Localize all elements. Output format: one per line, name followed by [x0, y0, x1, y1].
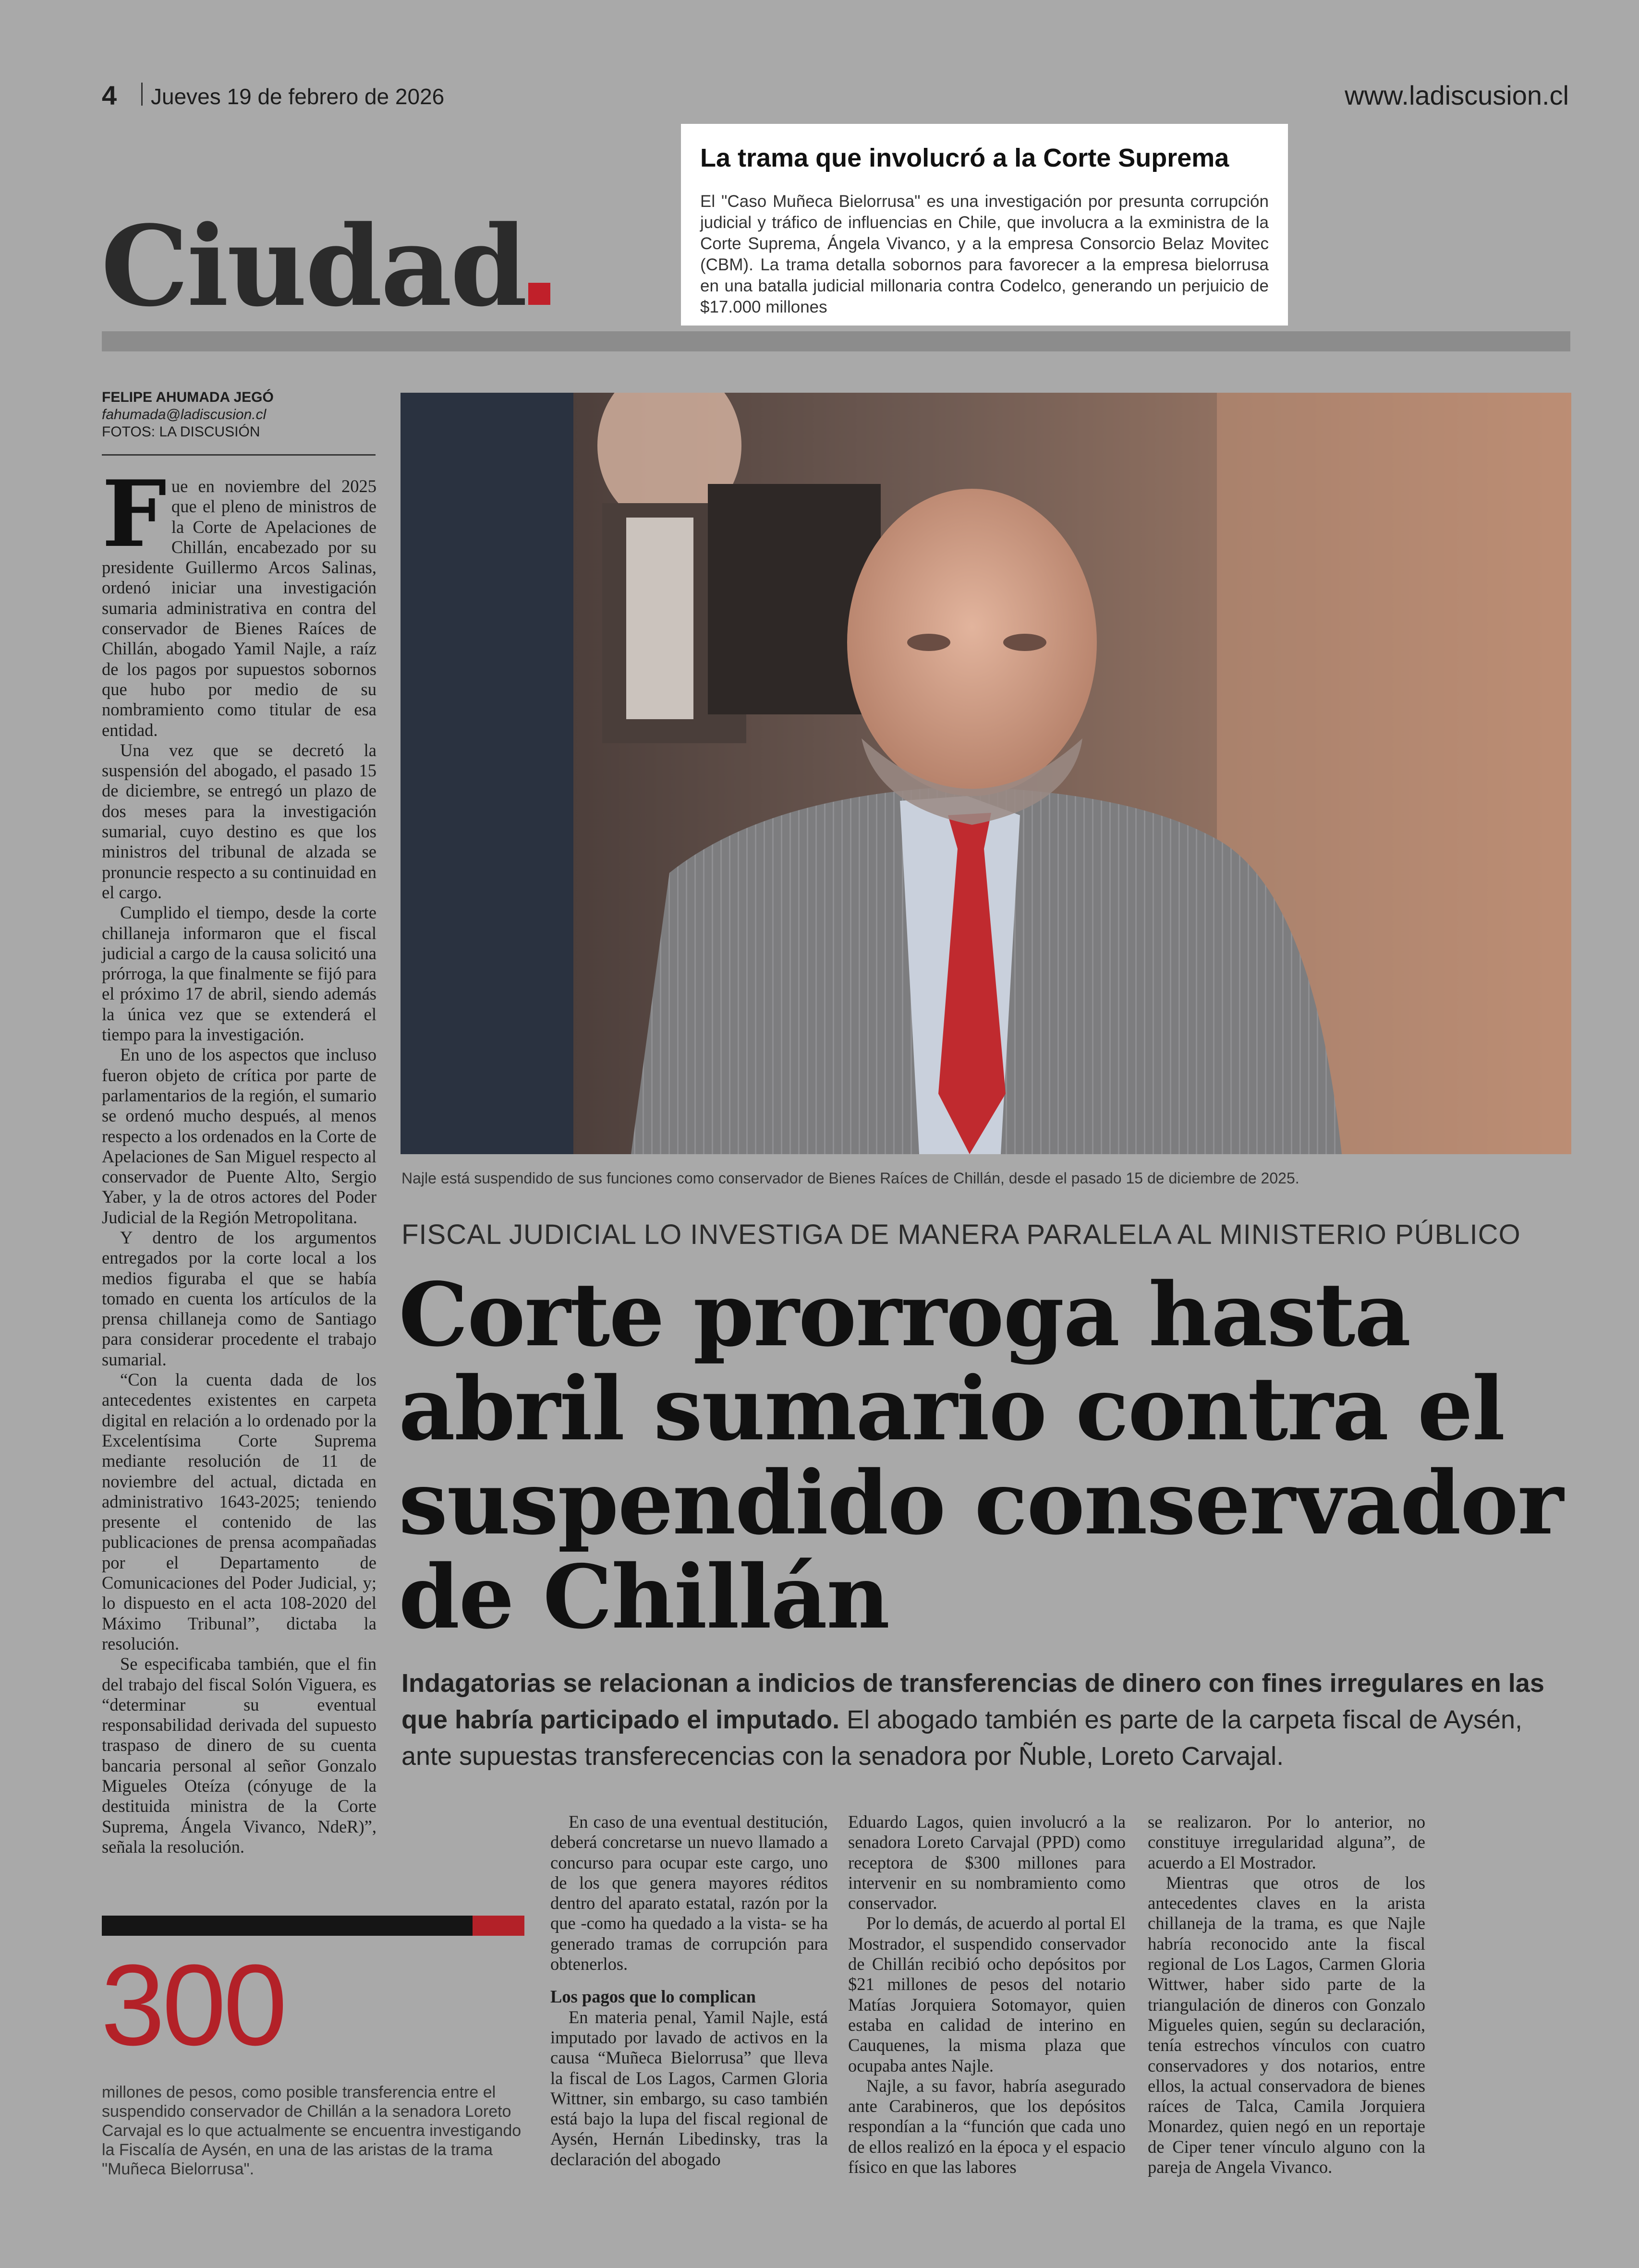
photo-caption: Najle está suspendido de sus funciones como conservador de Bienes Raíces de Chillán, desde el pasado 15 de diciembre de 2025.: [401, 1170, 1299, 1187]
body-column-2: [848, 1812, 1126, 2177]
body-paragraph: En caso de una eventual destitución, deberá concretarse un nuevo llamado a concurso para ocupar este cargo, uno de los que genera mayores réditos dentro del aparato estatal, razón por la que -como ha quedado a la vista- se ha generado tramas de corrupción para obtenerlos.: [550, 1812, 828, 1974]
article-photo: [401, 393, 1571, 1154]
article-deck: [401, 1665, 1573, 1774]
header-divider: [141, 83, 143, 106]
deck-lead: Indagatorias se relacionan a indicios de transferencias de dinero con fines irregulares en las que habría participado el imputado.: [401, 1669, 1544, 1734]
stat-bar-accent: [473, 1916, 524, 1936]
info-box: [681, 124, 1288, 326]
section-title-text: Ciudad: [101, 202, 526, 331]
stat-bar: [102, 1916, 473, 1936]
deck-rest: El abogado también es parte de la carpeta fiscal de Aysén, ante supuestas transferecencias con la senadora por Ñuble, Loreto Carvajal.: [401, 1705, 1523, 1771]
byline-author: FELIPE AHUMADA JEGÓ: [102, 389, 274, 405]
byline-rule: [102, 454, 376, 456]
site-url[interactable]: www.ladiscusion.cl: [1345, 80, 1569, 110]
byline-email[interactable]: fahumada@ladiscusion.cl: [102, 407, 267, 422]
body-paragraph: se realizaron. Por lo anterior, no constituye irregularidad alguna”, de acuerdo a El Mostrador.: [1148, 1812, 1425, 1872]
body-paragraph: Por lo demás, de acuerdo al portal El Mostrador, el suspendido conservador de Chillán recibió ocho depósitos por $21 millones de pesos del notario Matías Jorquiera Sotomayor, quien estaba en calidad de interino en Cauquenes, la misma plaza que ocupaba antes Najle.: [848, 1913, 1126, 2075]
section-title: [101, 202, 550, 331]
stat-text: millones de pesos, como posible transferencia entre el suspendido conservador de Chillán a la senadora Loreto Carvajal es lo que actualmente se encuentra investigando la Fiscalía de Aysén, en una de las aristas de la trama "Muñeca Bielorrusa".: [102, 2083, 522, 2178]
issue-date: Jueves 19 de febrero de 2026: [151, 84, 445, 109]
body-paragraph: Mientras que otros de los antecedentes claves en la arista chillaneja de la trama, es que Najle habría reconocido ante la fiscal regional de Los Lagos, Carmen Gloria Wittwer, haber sido parte de la triangulación de dineros con Gonzalo Migueles quien, según su declaración, tenía estrechos vínculos con cuatro conservadores y dos notarios, entre ellos, la actual conservadora de bienes raíces de Talca, Camila Jorquiera Monardez, quien negó en un reportaje de Ciper tener vínculo alguno con la pareja de Angela Vivanco.: [1148, 1872, 1425, 2177]
body-paragraph: En materia penal, Yamil Najle, está imputado por lavado de activos en la causa “Muñeca Bielorrusa” que lleva la fiscal de Los Lagos, Carmen Gloria Wittner, sin embargo, su caso también está bajo la lupa del fiscal regional de Aysén, Hernán Libedinsky, tras la declaración del abogado: [550, 2007, 828, 2169]
page-number: 4: [102, 80, 117, 110]
body-paragraph: Se especificaba también, que el fin del trabajo del fiscal Solón Viguera, es “determinar su eventual responsabilidad derivada del supuesto traspaso de dinero de su cuenta bancaria personal al señor Gonzalo Migueles Oteíza (cónyuge de la destituida ministra de la Corte Suprema, Ángela Vivanco, NdeR)”, señala la resolución.: [102, 1654, 376, 1857]
info-box-title: La trama que involucró a la Corte Suprema: [700, 144, 1229, 172]
section-rule: [102, 331, 1570, 351]
lead-paragraph: [102, 460, 376, 740]
body-column-3: [1148, 1812, 1425, 2177]
body-paragraph: Y dentro de los argumentos entregados por la corte local a los medios figuraba el que se había tomado en cuenta los artículos de la prensa chillaneja como de Santiago para considerar procedente el trabajo sumarial.: [102, 1227, 376, 1369]
body-paragraph: Najle, a su favor, habría asegurado ante Carabineros, que los depósitos respondían a la “función que cada uno de ellos realizó en la época y el espacio físico en que las labores: [848, 2075, 1126, 2177]
body-paragraph: Eduardo Lagos, quien involucró a la senadora Loreto Carvajal (PPD) como receptora de $300 millones para intervenir en su nombramiento como conservador.: [848, 1812, 1126, 1913]
byline: [102, 389, 376, 441]
body-paragraph: “Con la cuenta dada de los antecedentes existentes en carpeta digital en relación a lo ordenado por la Excelentísima Corte Suprema mediante resolución de 11 de noviembre del actual, dictada en administrativo 1643-2025; teniendo presente el contenido de las publicaciones de prensa acompañadas por el Departamento de Comunicaciones del Poder Judicial, y; lo dispuesto en el acta 108-2020 del Máximo Tribunal”, dictaba la resolución.: [102, 1370, 376, 1653]
stat-number: 300: [101, 1941, 285, 2069]
body-subhead: Los pagos que lo complican: [550, 1987, 756, 2007]
left-column: [102, 460, 376, 1857]
info-box-text: El "Caso Muñeca Bielorrusa" es una investigación por presunta corrupción judicial y tráfico de influencias en Chile, que involucra a la exministra de la Corte Suprema, Ángela Vivanco, y a la empresa Consorcio Belaz Movitec (CBM). La trama detalla sobornos para favorecer a la empresa bielorrusa en una batalla judicial millonaria contra Codelco, generando un perjuicio de $17.000 millones: [700, 192, 1269, 316]
body-paragraph: En uno de los aspectos que incluso fueron objeto de crítica por parte de parlamentarios de la región, el sumario se ordenó mucho después, al menos respecto a los ordenados en la Corte de Apelaciones de San Miguel respecto al conservador de Puente Alto, Sergio Yaber, y la de otros actores del Poder Judicial de la Región Metropolitana.: [102, 1045, 376, 1227]
body-paragraph: Una vez que se decretó la suspensión del abogado, el pasado 15 de diciembre, se entregó un plazo de dos meses para la investigación sumarial, cuyo destino es que los ministros del tribunal de alzada se pronuncie respecto a su continuidad en el cargo.: [102, 740, 376, 902]
dropcap: F: [102, 460, 167, 567]
article-kicker: FISCAL JUDICIAL LO INVESTIGA DE MANERA PARALELA AL MINISTERIO PÚBLICO: [401, 1219, 1521, 1250]
article-headline: Corte prorroga hasta abril sumario contra el suspendido conservador de Chillán: [399, 1263, 1563, 1648]
body-paragraph: Cumplido el tiempo, desde la corte chillaneja informaron que el fiscal judicial a cargo de la causa solicitó una prórroga, la que finalmente se fijó para el próximo 17 de abril, siendo además la única vez que se extenderá el tiempo para la investigación.: [102, 903, 376, 1045]
photo-illustration: [401, 393, 1571, 1154]
body-column-1: [550, 1812, 828, 2170]
section-accent-dot: [528, 283, 550, 305]
byline-photos: FOTOS: LA DISCUSIÓN: [102, 424, 260, 440]
lead-paragraph-text: ue en noviembre del 2025 que el pleno de ministros de la Corte de Apelaciones de Chillán, encabezado por su presidente Guillermo Arcos Salinas, ordenó iniciar una investigación sumaria administrativa en contra del conservador de Bienes Raíces de Chillán, abogado Yamil Najle, a raíz de los pagos por supuestos sobornos que hubo por medio de su nombramiento como titular de esa entidad.: [102, 476, 376, 740]
